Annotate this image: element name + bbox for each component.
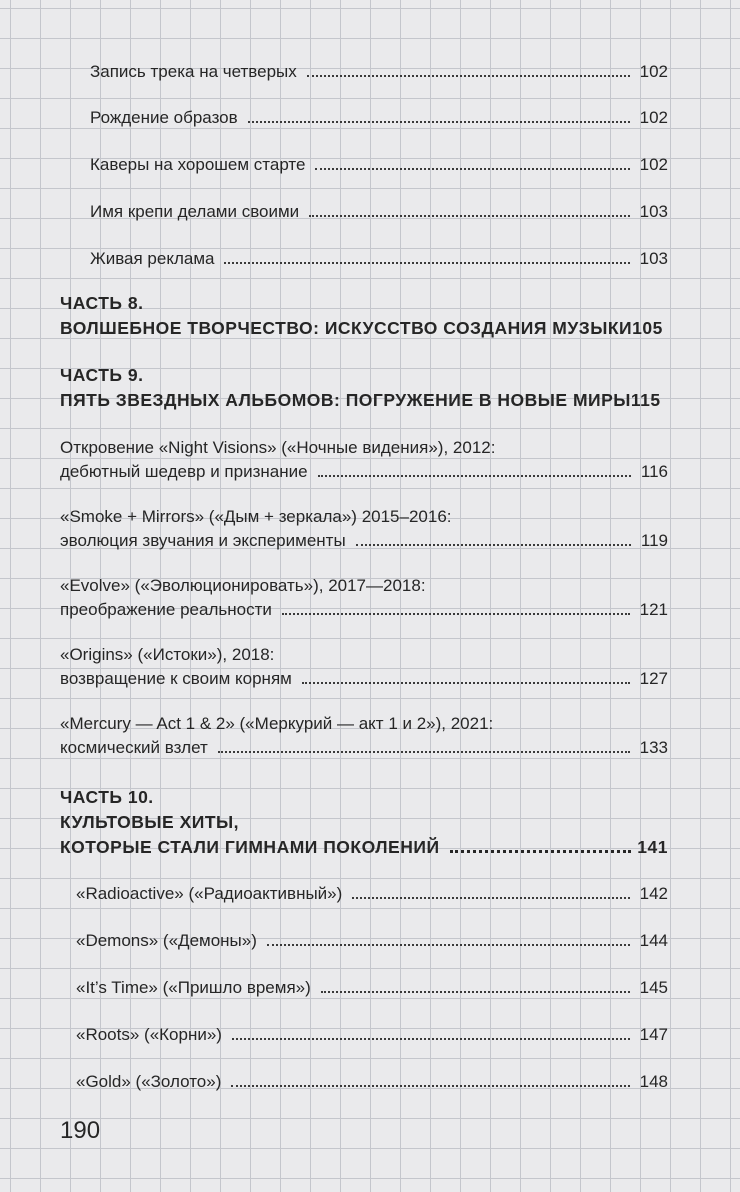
dot-leader (321, 991, 630, 993)
toc-entry-line1: «Mercury — Act 1 & 2» («Меркурий — акт 1 и 2»), 2021: (60, 714, 494, 733)
dot-leader (450, 850, 632, 853)
toc-entry-title: «Gold» («Золото») (76, 1072, 222, 1091)
toc-entry-page: 102 (639, 108, 668, 127)
part-9-page: 115 (630, 390, 661, 410)
toc-entry-page: 116 (640, 462, 668, 481)
toc-entry (76, 921, 668, 951)
part-10-title-line1: КУЛЬТОВЫЕ ХИТЫ, (60, 812, 240, 832)
toc-entry (60, 659, 668, 689)
dot-leader (232, 1038, 630, 1040)
toc-entry-line1: «Smoke + Mirrors» («Дым + зеркала») 2015–2016: (60, 507, 452, 526)
part-8-page: 105 (632, 318, 663, 338)
toc-entry (76, 1062, 668, 1092)
toc-entry (76, 968, 668, 998)
part-10-page: 141 (637, 837, 668, 857)
toc-entry-page: 144 (639, 931, 668, 950)
toc-entry (76, 1015, 668, 1045)
part-10-title-line2: КОТОРЫЕ СТАЛИ ГИМНАМИ ПОКОЛЕНИЙ (60, 837, 440, 857)
dot-leader (318, 475, 631, 477)
toc-entry-title: Рождение образов (90, 108, 238, 127)
toc-entry-page: 103 (639, 202, 668, 221)
toc-entry (76, 874, 668, 904)
toc-entry (90, 98, 668, 128)
part-8-heading (60, 317, 668, 339)
toc-entry-line1: «Origins» («Истоки»), 2018: (60, 645, 275, 664)
dot-leader (309, 215, 629, 217)
toc-entry-page: 121 (639, 600, 668, 619)
part-9-title: ПЯТЬ ЗВЕЗДНЫХ АЛЬБОМОВ: ПОГРУЖЕНИЕ В НОВЫЕ МИРЫ (60, 390, 631, 410)
part-10-heading (60, 836, 668, 858)
toc-entry-title: возвращение к своим корням (60, 669, 292, 688)
dot-leader (267, 944, 630, 946)
toc-entry (90, 52, 668, 82)
toc-entry-title: космический взлет (60, 738, 208, 757)
toc-entry-title: преображение реальности (60, 600, 272, 619)
toc-entry (60, 452, 668, 482)
dot-leader (231, 1085, 629, 1087)
toc-entry (90, 145, 668, 175)
toc-entry-title: Имя крепи делами своими (90, 202, 300, 221)
dot-leader (248, 121, 630, 123)
toc-entry-page: 127 (639, 669, 668, 688)
dot-leader (315, 168, 629, 170)
toc-entry-page: 102 (639, 62, 668, 81)
part-8-label: ЧАСТЬ 8. (60, 293, 144, 313)
toc-entry-line1: «Evolve» («Эволюционировать»), 2017—2018: (60, 576, 426, 595)
toc-entry-title: «Roots» («Корни») (76, 1025, 222, 1044)
toc-entry (60, 590, 668, 620)
toc-entry-title: «Radioactive» («Радиоактивный») (76, 884, 343, 903)
toc-entry-title: дебютный шедевр и признание (60, 462, 308, 481)
toc-entry-page: 133 (639, 738, 668, 757)
toc-entry (60, 728, 668, 758)
page-number: 190 (60, 1117, 101, 1144)
toc-entry-page: 145 (639, 978, 668, 997)
toc-entry-title: Запись трека на четверых (90, 62, 297, 81)
toc-entry-title: Каверы на хорошем старте (90, 155, 306, 174)
dot-leader (352, 897, 629, 899)
toc-entry-title: «It’s Time» («Пришло время») (76, 978, 311, 997)
toc-entry (60, 521, 668, 551)
toc-entry-page: 147 (639, 1025, 668, 1044)
part-9-heading (60, 389, 668, 411)
toc-entry-page: 103 (639, 249, 668, 268)
dot-leader (302, 682, 630, 684)
toc-entry-page: 119 (640, 531, 668, 550)
toc-entry-page: 142 (639, 884, 668, 903)
toc-entry-title: «Demons» («Демоны») (76, 931, 257, 950)
dot-leader (224, 262, 629, 264)
part-9-label: ЧАСТЬ 9. (60, 365, 144, 385)
toc-entry (90, 192, 668, 222)
dot-leader (218, 751, 630, 753)
toc-entry-line1: Откровение «Night Visions» («Ночные видения»), 2012: (60, 438, 496, 457)
dot-leader (356, 544, 631, 546)
part-8-title: ВОЛШЕБНОЕ ТВОРЧЕСТВО: ИСКУССТВО СОЗДАНИЯ МУЗЫКИ (60, 318, 633, 338)
part-10-label: ЧАСТЬ 10. (60, 787, 154, 807)
toc-entry-title: Живая реклама (90, 249, 215, 268)
toc-entry (90, 239, 668, 269)
toc-entry-page: 148 (639, 1072, 668, 1091)
toc-entry-title: эволюция звучания и эксперименты (60, 531, 346, 550)
dot-leader (282, 613, 630, 615)
dot-leader (307, 75, 630, 77)
toc-entry-page: 102 (639, 155, 668, 174)
